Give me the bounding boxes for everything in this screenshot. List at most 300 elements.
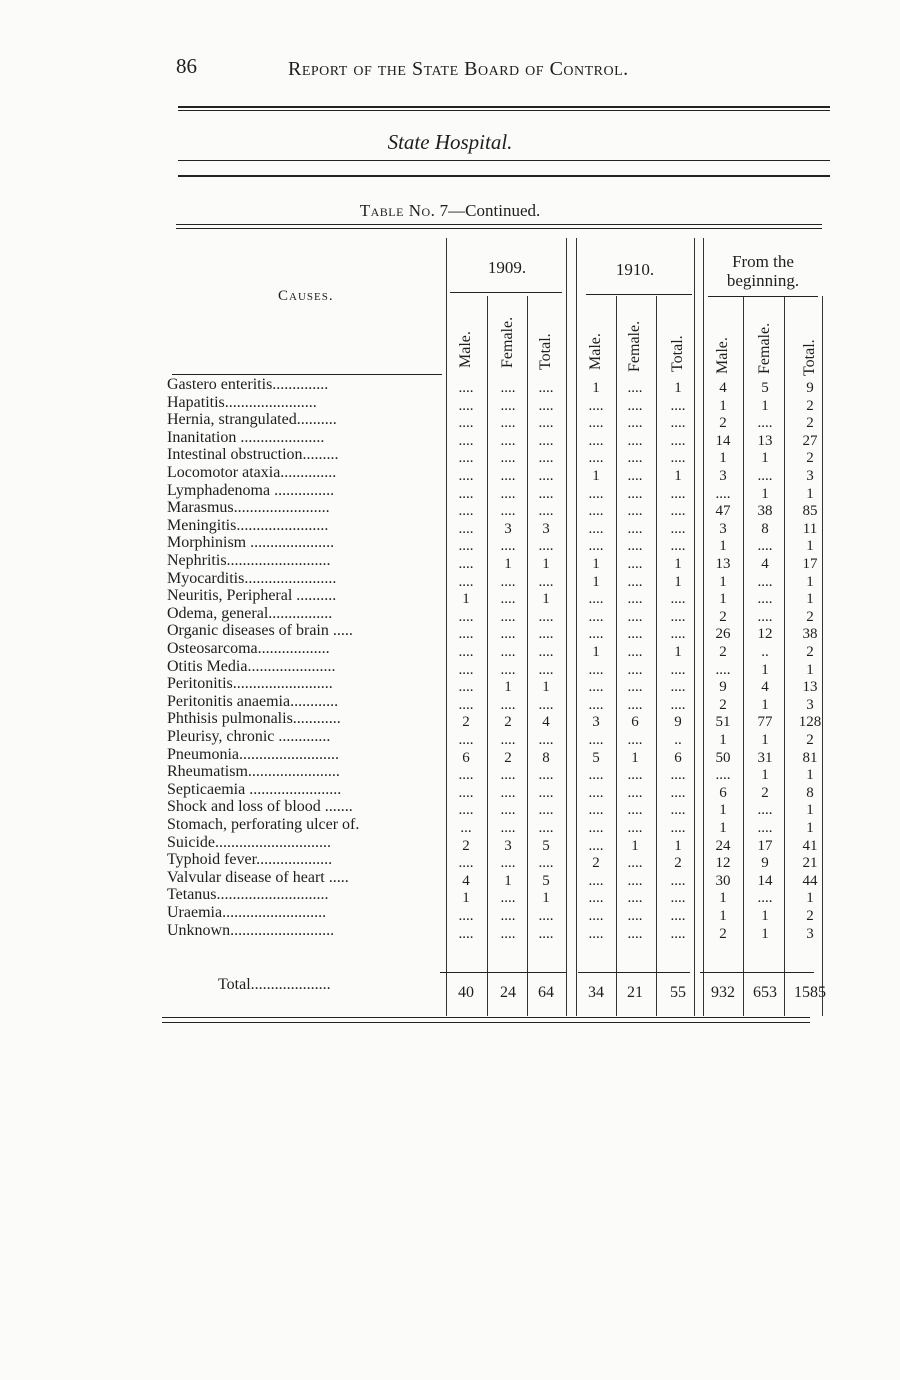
table-cell: .... <box>500 591 516 608</box>
table-cell: .... <box>588 908 604 924</box>
table-cell: 3 <box>806 696 814 713</box>
cause-label: Neuritis, Peripheral .......... <box>167 587 337 605</box>
group-rule-1909 <box>450 292 562 293</box>
table-cell: 51 <box>715 714 731 731</box>
table-title-rest: 7—Continued. <box>435 201 541 220</box>
subheader-total: Total. <box>801 339 818 376</box>
totals-rule <box>578 972 690 973</box>
table-cell: .... <box>538 432 554 449</box>
table-cell: 4 <box>462 872 470 889</box>
table-cell: .... <box>500 432 516 449</box>
table-cell: .... <box>458 573 474 590</box>
table-cell: .... <box>588 767 604 784</box>
cause-label: Myocarditis....................... <box>167 569 337 587</box>
table-cell: .... <box>500 855 516 872</box>
total-cell: 64 <box>538 984 554 1001</box>
cause-label: Stomach, perforating ulcer of. <box>167 816 360 833</box>
table-cell: 30 <box>715 872 731 889</box>
table-cell: .... <box>538 908 554 924</box>
cause-label: Marasmus........................ <box>167 499 330 517</box>
table-cell: 1 <box>761 925 769 942</box>
table-cell: 6 <box>462 749 470 766</box>
table-cell: .... <box>588 732 604 748</box>
group-rule-beginning <box>708 296 818 297</box>
table-cell: 2 <box>806 450 814 467</box>
total-label: Total.................... <box>218 976 331 993</box>
table-cell: .... <box>458 908 474 924</box>
year-1910-header: 1910. <box>615 260 655 279</box>
table-cell: 24 <box>715 837 731 854</box>
cause-label: Hernia, strangulated.......... <box>167 411 337 429</box>
table-cell: .... <box>458 767 474 784</box>
table-cell: 2 <box>719 696 727 713</box>
table-cell: 5 <box>542 872 550 889</box>
table-cell: .... <box>538 468 554 484</box>
cause-label: Gastero enteritis.............. <box>167 376 329 393</box>
table-cell: .... <box>500 661 516 678</box>
table-cell: .... <box>458 608 474 625</box>
table-cell: .... <box>627 503 643 520</box>
table-cell: .... <box>538 820 554 836</box>
table-cell: .... <box>458 520 474 537</box>
table-title <box>0 201 900 221</box>
table-cell: 1 <box>504 679 512 696</box>
cause-label: Inanitation ..................... <box>167 428 325 446</box>
table-cell: 1 <box>719 908 727 924</box>
table-cell: .... <box>538 661 554 678</box>
table-cell: .... <box>538 644 554 660</box>
table-cell: .... <box>588 503 604 520</box>
cause-label: Odema, general................ <box>167 604 333 622</box>
table-cell: 1 <box>806 573 814 590</box>
table-cell: 2 <box>719 608 727 625</box>
table-cell: 1 <box>592 380 600 396</box>
table-cell: .... <box>458 925 474 942</box>
table-cell: 1 <box>719 538 727 555</box>
table-cell: 1 <box>719 450 727 467</box>
table-cell: .... <box>627 520 643 537</box>
table-cell: 14 <box>757 872 773 889</box>
table-cell: 1 <box>719 732 727 748</box>
table-cell: 3 <box>504 520 512 537</box>
table-cell: .... <box>588 415 604 432</box>
total-cell: 34 <box>588 984 604 1001</box>
table-cell: .... <box>500 503 516 520</box>
table-cell: ... <box>460 820 472 836</box>
table-cell: 31 <box>757 749 773 766</box>
table-cell: .... <box>458 626 474 643</box>
subheading: State Hospital. <box>387 130 513 154</box>
table-cell: 5 <box>592 749 600 766</box>
cause-label: Septicaemia ....................... <box>167 780 342 798</box>
subheader-female: Female. <box>756 322 773 374</box>
table-cell: 2 <box>806 397 814 414</box>
table-cell: .... <box>538 732 554 748</box>
table-cell: .... <box>715 485 731 502</box>
table-cell: .... <box>538 450 554 467</box>
table-cell: 1 <box>674 468 682 484</box>
cause-label: Peritonitis......................... <box>167 675 333 693</box>
table-cell: .... <box>627 485 643 502</box>
totals-rule <box>440 972 566 973</box>
table-cell: 1 <box>592 468 600 484</box>
table-cell: 4 <box>542 714 550 731</box>
table-top-rule-2 <box>176 228 822 229</box>
table-cell: .... <box>538 415 554 432</box>
table-cell: .... <box>500 626 516 643</box>
table-cell: .... <box>458 397 474 414</box>
table-cell: .... <box>627 732 643 748</box>
subheader-total: Total. <box>537 333 554 370</box>
table-cell: 2 <box>504 749 512 766</box>
table-cell: .... <box>588 679 604 696</box>
table-cell: .... <box>458 432 474 449</box>
table-cell: .... <box>500 802 516 819</box>
table-cell: .... <box>588 397 604 414</box>
table-cell: .... <box>500 573 516 590</box>
table-cell: 11 <box>802 520 818 537</box>
table-cell: 2 <box>806 644 814 660</box>
cause-label: Shock and loss of blood ....... <box>167 798 353 816</box>
table-cell: 6 <box>719 784 727 801</box>
table-cell: .... <box>627 450 643 467</box>
table-cell: 2 <box>761 784 769 801</box>
table-cell: 9 <box>719 679 727 696</box>
table-cell: 77 <box>757 714 773 731</box>
table-cell: 2 <box>806 732 814 748</box>
table-cell: .... <box>627 573 643 590</box>
table-cell: .... <box>500 538 516 555</box>
table-cell: 1 <box>631 749 639 766</box>
table-cell: 1 <box>674 573 682 590</box>
table-cell: .... <box>538 397 554 414</box>
table-cell: 13 <box>715 556 731 572</box>
table-cell: .... <box>500 820 516 836</box>
table-cell: .... <box>458 415 474 432</box>
table-cell: .... <box>670 608 686 625</box>
table-cell: .... <box>670 538 686 555</box>
total-cell: 21 <box>627 984 643 1001</box>
table-cell: 12 <box>757 626 773 643</box>
table-cell: 1 <box>542 591 550 608</box>
table-cell: .... <box>588 520 604 537</box>
table-cell: 1 <box>719 802 727 819</box>
table-cell: 1 <box>462 890 470 907</box>
table-cell: 8 <box>761 520 769 537</box>
table-cell: 1 <box>719 591 727 608</box>
cause-label: Meningitis....................... <box>167 516 329 534</box>
table-cell: 3 <box>504 837 512 854</box>
table-cell: .... <box>458 802 474 819</box>
table-cell: .... <box>670 450 686 467</box>
table-cell: .... <box>627 679 643 696</box>
table-cell: 1 <box>761 696 769 713</box>
table-cell: 3 <box>542 520 550 537</box>
table-cell: 27 <box>802 432 818 449</box>
table-cell: .... <box>627 468 643 484</box>
table-cell: .... <box>588 661 604 678</box>
table-cell: 12 <box>715 855 731 872</box>
table-cell: 1 <box>592 644 600 660</box>
table-cell: .... <box>500 908 516 924</box>
top-rule-1 <box>178 106 830 108</box>
table-cell: .... <box>757 802 773 819</box>
table-cell: .... <box>670 925 686 942</box>
table-cell: 6 <box>674 749 682 766</box>
cause-label: Valvular disease of heart ..... <box>167 868 349 886</box>
table-cell: 3 <box>806 925 814 942</box>
table-cell: .... <box>588 485 604 502</box>
table-cell: 1 <box>462 591 470 608</box>
table-cell: 38 <box>757 503 773 520</box>
cause-label: Tetanus............................ <box>167 886 329 904</box>
table-cell: .... <box>627 415 643 432</box>
table-cell: .... <box>627 784 643 801</box>
table-cell: 1 <box>719 820 727 836</box>
table-cell: .... <box>627 626 643 643</box>
table-cell: .... <box>500 890 516 907</box>
table-cell: 1 <box>806 820 814 836</box>
table-cell: 14 <box>715 432 731 449</box>
table-cell: 8 <box>806 784 814 801</box>
year-1909-header: 1909. <box>487 258 527 277</box>
table-cell: 17 <box>757 837 773 854</box>
table-cell: .... <box>757 538 773 555</box>
table-cell: .... <box>458 468 474 484</box>
table-cell: .... <box>627 855 643 872</box>
table-cell: .... <box>588 626 604 643</box>
table-cell: .... <box>458 784 474 801</box>
subheader-male: Male. <box>457 331 474 368</box>
table-cell: .... <box>538 855 554 872</box>
total-cell: 55 <box>670 984 686 1001</box>
mid-rule-1 <box>178 160 830 161</box>
total-cell: 24 <box>500 984 516 1001</box>
table-cell: 81 <box>802 749 818 766</box>
table-cell: .... <box>458 538 474 555</box>
table-cell: 1 <box>504 556 512 572</box>
table-cell: .... <box>500 380 516 396</box>
table-cell: .... <box>458 696 474 713</box>
table-cell: .... <box>458 450 474 467</box>
table-cell: 1 <box>719 573 727 590</box>
from-beginning-header: From the beginning. <box>726 252 800 290</box>
table-cell: .... <box>458 556 474 572</box>
table-cell: 2 <box>719 415 727 432</box>
table-cell: .... <box>500 732 516 748</box>
cause-label: Lymphadenoma ............... <box>167 481 335 499</box>
table-cell: .... <box>538 608 554 625</box>
subheader-male: Male. <box>587 333 604 370</box>
table-cell: 4 <box>761 679 769 696</box>
table-cell: 1 <box>806 661 814 678</box>
table-cell: .... <box>757 890 773 907</box>
table-cell: 85 <box>802 503 818 520</box>
table-cell: 44 <box>802 872 818 889</box>
table-cell: .... <box>458 679 474 696</box>
table-cell: .... <box>588 591 604 608</box>
table-cell: .... <box>500 925 516 942</box>
table-cell: 1 <box>542 679 550 696</box>
cause-label: Locomotor ataxia.............. <box>167 464 337 481</box>
table-cell: 9 <box>674 714 682 731</box>
table-cell: .... <box>670 872 686 889</box>
table-cell: .... <box>670 626 686 643</box>
running-head: Report of the State Board of Control. <box>288 58 629 80</box>
mid-rule-2 <box>178 175 830 177</box>
table-cell: .... <box>627 872 643 889</box>
table-cell: .... <box>458 485 474 502</box>
cause-label: Hapatitis....................... <box>167 393 317 411</box>
table-cell: .... <box>588 538 604 555</box>
table-cell: .... <box>627 644 643 660</box>
table-cell: 4 <box>761 556 769 572</box>
table-cell: .... <box>538 767 554 784</box>
table-cell: .... <box>500 450 516 467</box>
table-cell: .... <box>627 802 643 819</box>
table-cell: 38 <box>802 626 818 643</box>
table-cell: .... <box>670 520 686 537</box>
table-cell: 17 <box>802 556 818 572</box>
total-cell: 932 <box>711 984 735 1001</box>
table-cell: 1 <box>806 485 814 502</box>
table-cell: .... <box>670 890 686 907</box>
table-cell: 4 <box>719 380 727 396</box>
bottom-rule-2 <box>162 1022 810 1023</box>
table-cell: 1 <box>542 556 550 572</box>
table-cell: 1 <box>806 802 814 819</box>
table-cell: .... <box>757 591 773 608</box>
table-cell: .... <box>670 397 686 414</box>
total-cell: 1585 <box>794 984 826 1001</box>
table-cell: 1 <box>761 732 769 748</box>
table-cell: .... <box>500 485 516 502</box>
table-cell: .... <box>588 872 604 889</box>
table-cell: 2 <box>504 714 512 731</box>
table-cell: .. <box>674 732 682 748</box>
cause-label: Osteosarcoma.................. <box>167 640 330 657</box>
total-cell: 653 <box>753 984 777 1001</box>
table-cell: 2 <box>806 415 814 432</box>
cause-label: Organic diseases of brain ..... <box>167 622 353 640</box>
table-cell: .. <box>761 644 769 660</box>
table-cell: 1 <box>761 661 769 678</box>
subheader-male: Male. <box>714 337 731 374</box>
table-cell: 1 <box>806 767 814 784</box>
table-cell: .... <box>627 556 643 572</box>
table-cell: .... <box>500 696 516 713</box>
table-title-prefix: Table No. <box>359 201 436 220</box>
table-cell: 41 <box>802 837 818 854</box>
subheader-total: Total. <box>669 335 686 372</box>
table-cell: 2 <box>719 925 727 942</box>
table-cell: .... <box>538 802 554 819</box>
table-cell: 1 <box>674 837 682 854</box>
table-cell: .... <box>670 820 686 836</box>
table-cell: .... <box>588 784 604 801</box>
totals-rule <box>700 972 814 973</box>
table-cell: .... <box>670 679 686 696</box>
table-cell: .... <box>757 468 773 484</box>
table-cell: .... <box>757 573 773 590</box>
table-cell: .... <box>458 855 474 872</box>
table-cell: .... <box>538 538 554 555</box>
table-cell: .... <box>670 802 686 819</box>
cause-label: Pneumonia......................... <box>167 745 339 763</box>
table-cell: 1 <box>761 908 769 924</box>
table-cell: .... <box>627 661 643 678</box>
table-cell: 13 <box>757 432 773 449</box>
table-cell: .... <box>538 696 554 713</box>
table-cell: .... <box>670 767 686 784</box>
table-cell: .... <box>670 696 686 713</box>
table-cell: .... <box>715 661 731 678</box>
table-cell: 3 <box>592 714 600 731</box>
table-cell: .... <box>627 890 643 907</box>
table-cell: 1 <box>674 644 682 660</box>
table-cell: 1 <box>719 890 727 907</box>
table-cell: 2 <box>674 855 682 872</box>
table-cell: .... <box>500 415 516 432</box>
table-cell: 1 <box>592 556 600 572</box>
table-cell: .... <box>670 784 686 801</box>
table-cell: .... <box>627 767 643 784</box>
table-cell: .... <box>670 503 686 520</box>
table-cell: 128 <box>798 714 822 731</box>
table-cell: .... <box>757 415 773 432</box>
table-cell: .... <box>458 503 474 520</box>
table-cell: .... <box>500 608 516 625</box>
table-cell: .... <box>458 732 474 748</box>
cause-label: Unknown.......................... <box>167 921 335 939</box>
table-cell: 21 <box>802 855 818 872</box>
table-cell: 47 <box>715 503 731 520</box>
page-number: 86 <box>176 54 197 78</box>
table-cell: 2 <box>462 714 470 731</box>
cause-label: Otitis Media...................... <box>167 657 336 675</box>
table-cell: .... <box>500 397 516 414</box>
table-cell: 1 <box>761 485 769 502</box>
table-cell: .... <box>670 591 686 608</box>
table-cell: 1 <box>719 397 727 414</box>
subheader-female: Female. <box>626 320 643 372</box>
table-cell: 1 <box>806 538 814 555</box>
top-rule-2 <box>178 110 830 111</box>
table-cell: .... <box>500 784 516 801</box>
table-cell: 1 <box>761 450 769 467</box>
cause-label: Uraemia.......................... <box>167 904 327 921</box>
table-cell: 3 <box>719 468 727 484</box>
table-cell: 1 <box>504 872 512 889</box>
causes-header: Causes. <box>278 288 334 304</box>
table-cell: 1 <box>674 556 682 572</box>
table-cell: .... <box>757 820 773 836</box>
table-cell: 1 <box>806 890 814 907</box>
subheader-female: Female. <box>499 316 516 368</box>
table-cell: 9 <box>761 855 769 872</box>
table-cell: .... <box>538 925 554 942</box>
table-cell: .... <box>627 925 643 942</box>
table-cell: .... <box>670 415 686 432</box>
table-cell: 1 <box>592 573 600 590</box>
table-cell: .... <box>627 608 643 625</box>
table-cell: .... <box>500 767 516 784</box>
cause-label: Intestinal obstruction......... <box>167 446 339 464</box>
cause-label: Phthisis pulmonalis............ <box>167 710 341 728</box>
table-cell: 3 <box>719 520 727 537</box>
table-top-rule-1 <box>176 224 822 225</box>
table-cell: 2 <box>462 837 470 854</box>
